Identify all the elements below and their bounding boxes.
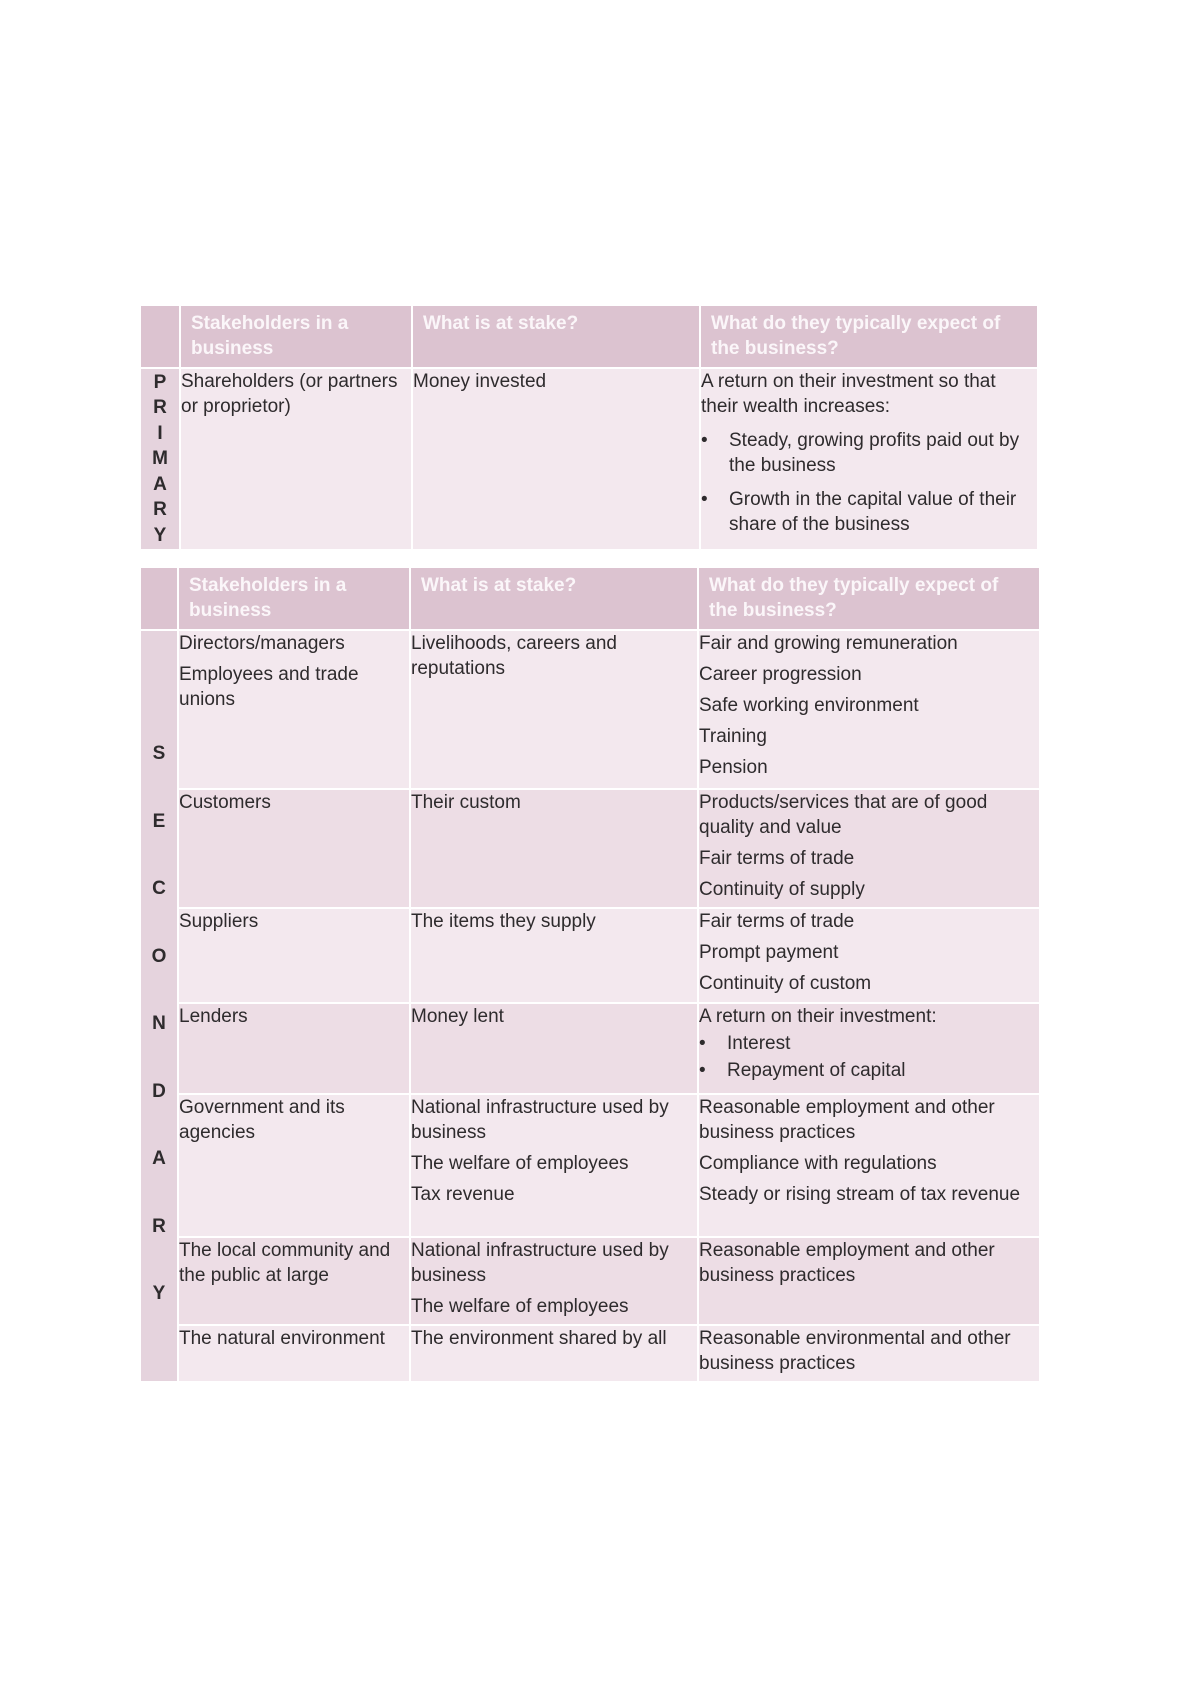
bullet-item: • Interest: [699, 1031, 1039, 1056]
stakeholder-cell: [179, 631, 409, 788]
stake-cell: [411, 1326, 697, 1381]
stake-cell: [411, 1004, 697, 1093]
expectation-item: Reasonable employment and other business practices: [699, 1097, 995, 1143]
expectation-item: Continuity of supply: [699, 879, 865, 900]
stakeholder-text: The local community and the public at large: [179, 1240, 391, 1286]
expectations-cell: [699, 1238, 1039, 1324]
side-letter: C: [152, 878, 166, 900]
expectations-cell: [699, 1095, 1039, 1236]
header-stakeholders: Stakeholders in a business: [179, 568, 409, 629]
expectation-item: Fair and growing remuneration: [699, 633, 958, 654]
stake-text: National infrastructure used by business: [411, 1240, 669, 1286]
stakeholder-text: Suppliers: [179, 911, 259, 932]
stakeholder-text: Government and its agencies: [179, 1097, 345, 1143]
header-row: [141, 306, 1037, 367]
expectation-item: Compliance with regulations: [699, 1153, 937, 1174]
header-expectations: What do they typically expect of the business?: [699, 568, 1039, 629]
stakeholder-text: The natural environment: [179, 1328, 385, 1349]
table-row: [141, 790, 1039, 907]
stakeholder-text: Employees and trade unions: [179, 664, 359, 710]
stake-cell: [413, 369, 699, 549]
header-stake: What is at stake?: [413, 306, 699, 367]
side-letter: N: [152, 1013, 166, 1035]
stakeholder-cell: [179, 1238, 409, 1324]
stakeholder-cell: [179, 1326, 409, 1381]
stake-text: National infrastructure used by business: [411, 1097, 669, 1143]
secondary-stakeholders-table: [139, 566, 1041, 1383]
bullet-item: • Repayment of capital: [699, 1058, 1039, 1083]
side-letter: I: [157, 422, 163, 444]
stake-text: Tax revenue: [411, 1184, 515, 1205]
side-letter: A: [152, 1148, 166, 1170]
expectation-item: Fair terms of trade: [699, 848, 855, 869]
side-letter: D: [152, 1080, 166, 1102]
side-letter: M: [152, 448, 168, 470]
expectation-intro: A return on their investment so that their wealth increases:: [701, 371, 996, 417]
stakeholder-cell: [179, 909, 409, 1002]
bullet-item: • Growth in the capital value of their share of the business: [701, 487, 1037, 537]
side-letter: Y: [153, 524, 167, 546]
side-letter: E: [152, 810, 166, 832]
expectation-item: Prompt payment: [699, 942, 839, 963]
side-letter: P: [153, 371, 167, 393]
side-letter: A: [153, 473, 167, 495]
stake-text: Their custom: [411, 792, 521, 813]
primary-side-label: [141, 369, 179, 549]
stake-cell: [411, 790, 697, 907]
stake-text: The environment shared by all: [411, 1328, 667, 1349]
expectation-item: Safe working environment: [699, 695, 919, 716]
side-letter: Y: [152, 1283, 166, 1305]
expectation-intro: A return on their investment:: [699, 1006, 937, 1027]
header-stakeholders: Stakeholders in a business: [181, 306, 411, 367]
corner-cell: [141, 306, 179, 367]
table-row: [141, 1004, 1039, 1093]
table-row: [141, 369, 1037, 549]
header-stake: What is at stake?: [411, 568, 697, 629]
stake-cell: [411, 631, 697, 788]
stakeholder-text: Lenders: [179, 1006, 248, 1027]
stake-text: The welfare of employees: [411, 1296, 629, 1317]
expectations-cell: [699, 790, 1039, 907]
expectations-cell: [701, 369, 1037, 549]
side-letter: S: [152, 743, 166, 765]
side-letter: R: [153, 397, 167, 419]
stake-text: Money invested: [413, 371, 547, 392]
side-letter: R: [153, 499, 167, 521]
expectations-cell: [699, 1004, 1039, 1093]
expectations-cell: [699, 1326, 1039, 1381]
table-row: [141, 1095, 1039, 1236]
expectation-bullets: [701, 428, 1037, 537]
secondary-side-label: [141, 631, 177, 1381]
side-letter: O: [151, 945, 167, 967]
table-row: [141, 909, 1039, 1002]
expectations-cell: [699, 631, 1039, 788]
stake-text: The welfare of employees: [411, 1153, 629, 1174]
expectation-item: Continuity of custom: [699, 973, 872, 994]
expectations-cell: [699, 909, 1039, 1002]
expectation-item: Steady or rising stream of tax revenue: [699, 1184, 1021, 1205]
corner-cell: [141, 568, 177, 629]
table-row: [141, 631, 1039, 788]
expectation-item: Reasonable environmental and other business practices: [699, 1328, 1011, 1374]
stake-text: Money lent: [411, 1006, 504, 1027]
header-expectations: What do they typically expect of the business?: [701, 306, 1037, 367]
expectation-item: Pension: [699, 757, 768, 778]
expectation-item: Reasonable employment and other business practices: [699, 1240, 995, 1286]
header-row: [141, 568, 1039, 629]
expectation-item: Training: [699, 726, 767, 747]
stakeholder-text: Customers: [179, 792, 271, 813]
expectation-item: Career progression: [699, 664, 862, 685]
stakeholder-text: Directors/managers: [179, 633, 345, 654]
stake-cell: [411, 909, 697, 1002]
stake-cell: [411, 1238, 697, 1324]
stakeholder-cell: [179, 790, 409, 907]
expectation-item: Fair terms of trade: [699, 911, 855, 932]
bullet-item: • Steady, growing profits paid out by the business: [701, 428, 1037, 478]
side-letter: R: [152, 1215, 166, 1237]
stakeholder-cell: [179, 1004, 409, 1093]
table-row: [141, 1326, 1039, 1381]
expectation-item: Products/services that are of good quality and value: [699, 792, 988, 838]
expectation-bullets: [699, 1031, 1039, 1083]
stakeholder-cell: [179, 1095, 409, 1236]
stake-text: Livelihoods, careers and reputations: [411, 633, 617, 679]
table-row: [141, 1238, 1039, 1324]
stakeholder-text: Shareholders (or partners or proprietor): [181, 371, 398, 417]
stakeholder-cell: [181, 369, 411, 549]
primary-stakeholders-table: [139, 304, 1039, 551]
stake-text: The items they supply: [411, 911, 596, 932]
stake-cell: [411, 1095, 697, 1236]
